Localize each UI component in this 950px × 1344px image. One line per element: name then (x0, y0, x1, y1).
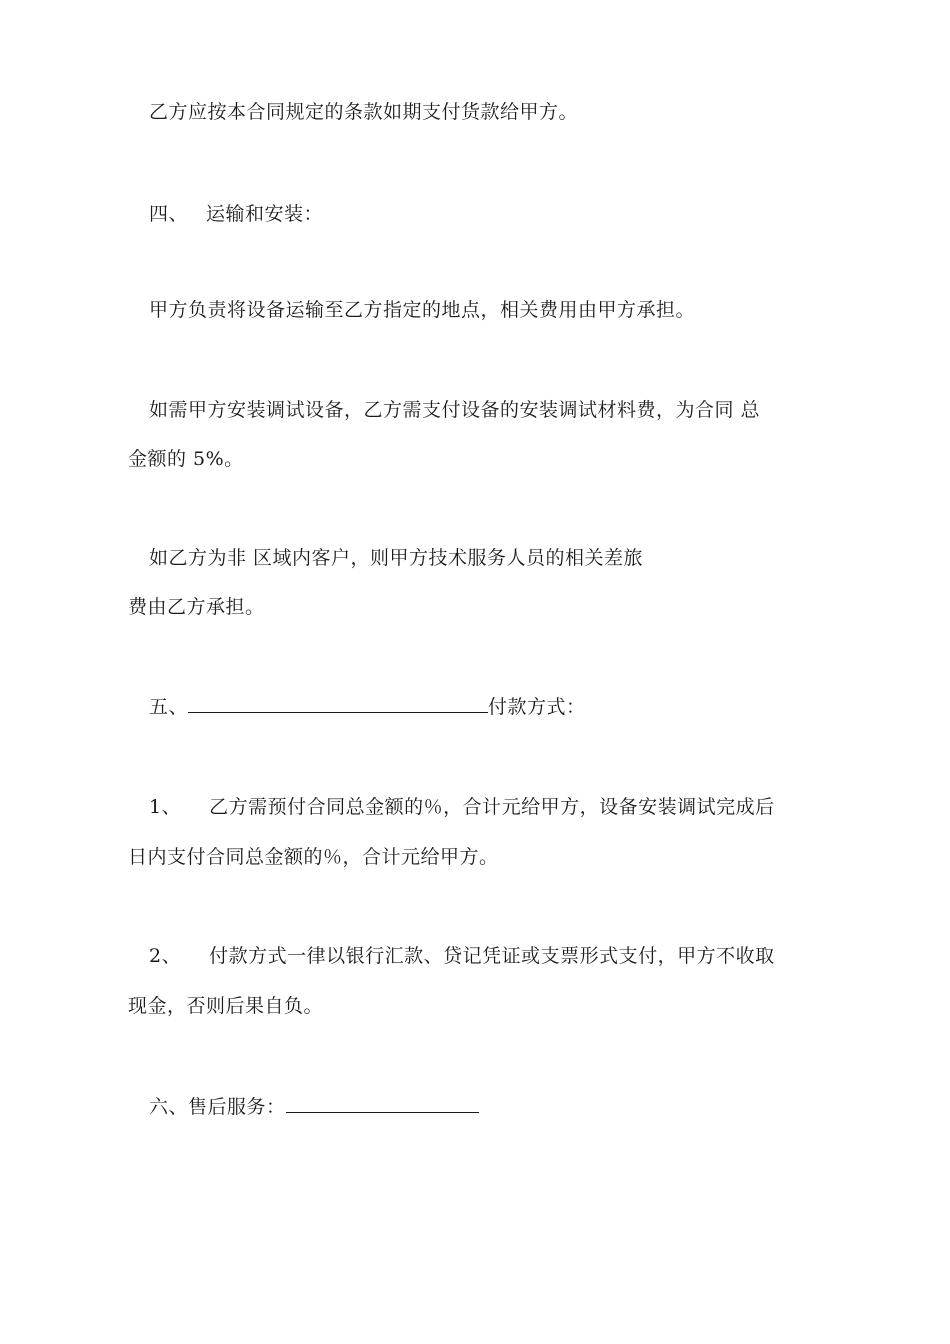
section-title: 运输和安装： (206, 203, 324, 225)
item-number: 2、 (149, 945, 182, 967)
paragraph-payment-obligation: 乙方应按本合同规定的条款如期支付货款给甲方。 (149, 101, 579, 123)
payment-item-2-line1 (149, 944, 775, 968)
section-heading-transport (149, 202, 323, 226)
item-text: 乙方需预付合同总金额的％，合计元给甲方，设备安装调试完成后 (209, 796, 775, 818)
paragraph-installation-fee-line1: 如需甲方安装调试设备，乙方需支付设备的安装调试材料费，为合同 总 (149, 399, 761, 421)
section-heading-payment (149, 694, 586, 719)
item-text: 付款方式一律以银行汇款、贷记凭证或支票形式支付，甲方不收取 (209, 945, 775, 967)
blank-underline (286, 1094, 479, 1113)
paragraph-travel-cost-line2: 费由乙方承担。 (128, 596, 265, 618)
section-title: 付款方式： (488, 696, 586, 718)
paragraph-transport-cost: 甲方负责将设备运输至乙方指定的地点，相关费用由甲方承担。 (149, 299, 696, 321)
section-number: 四、 (149, 203, 189, 225)
payment-item-2-line2: 现金，否则后果自负。 (128, 995, 324, 1017)
paragraph-travel-cost-line1: 如乙方为非 区域内客户，则甲方技术服务人员的相关差旅 (149, 547, 644, 569)
item-number: 1、 (149, 796, 182, 818)
section-title: 六、售后服务： (149, 1096, 286, 1118)
payment-item-1-line1 (149, 795, 775, 819)
section-heading-after-sales (149, 1094, 479, 1119)
payment-item-1-line2: 日内支付合同总金额的％，合计元给甲方。 (128, 846, 499, 868)
paragraph-installation-fee-line2: 金额的 5%。 (128, 448, 244, 470)
section-number: 五、 (149, 696, 189, 718)
blank-underline (188, 694, 488, 713)
